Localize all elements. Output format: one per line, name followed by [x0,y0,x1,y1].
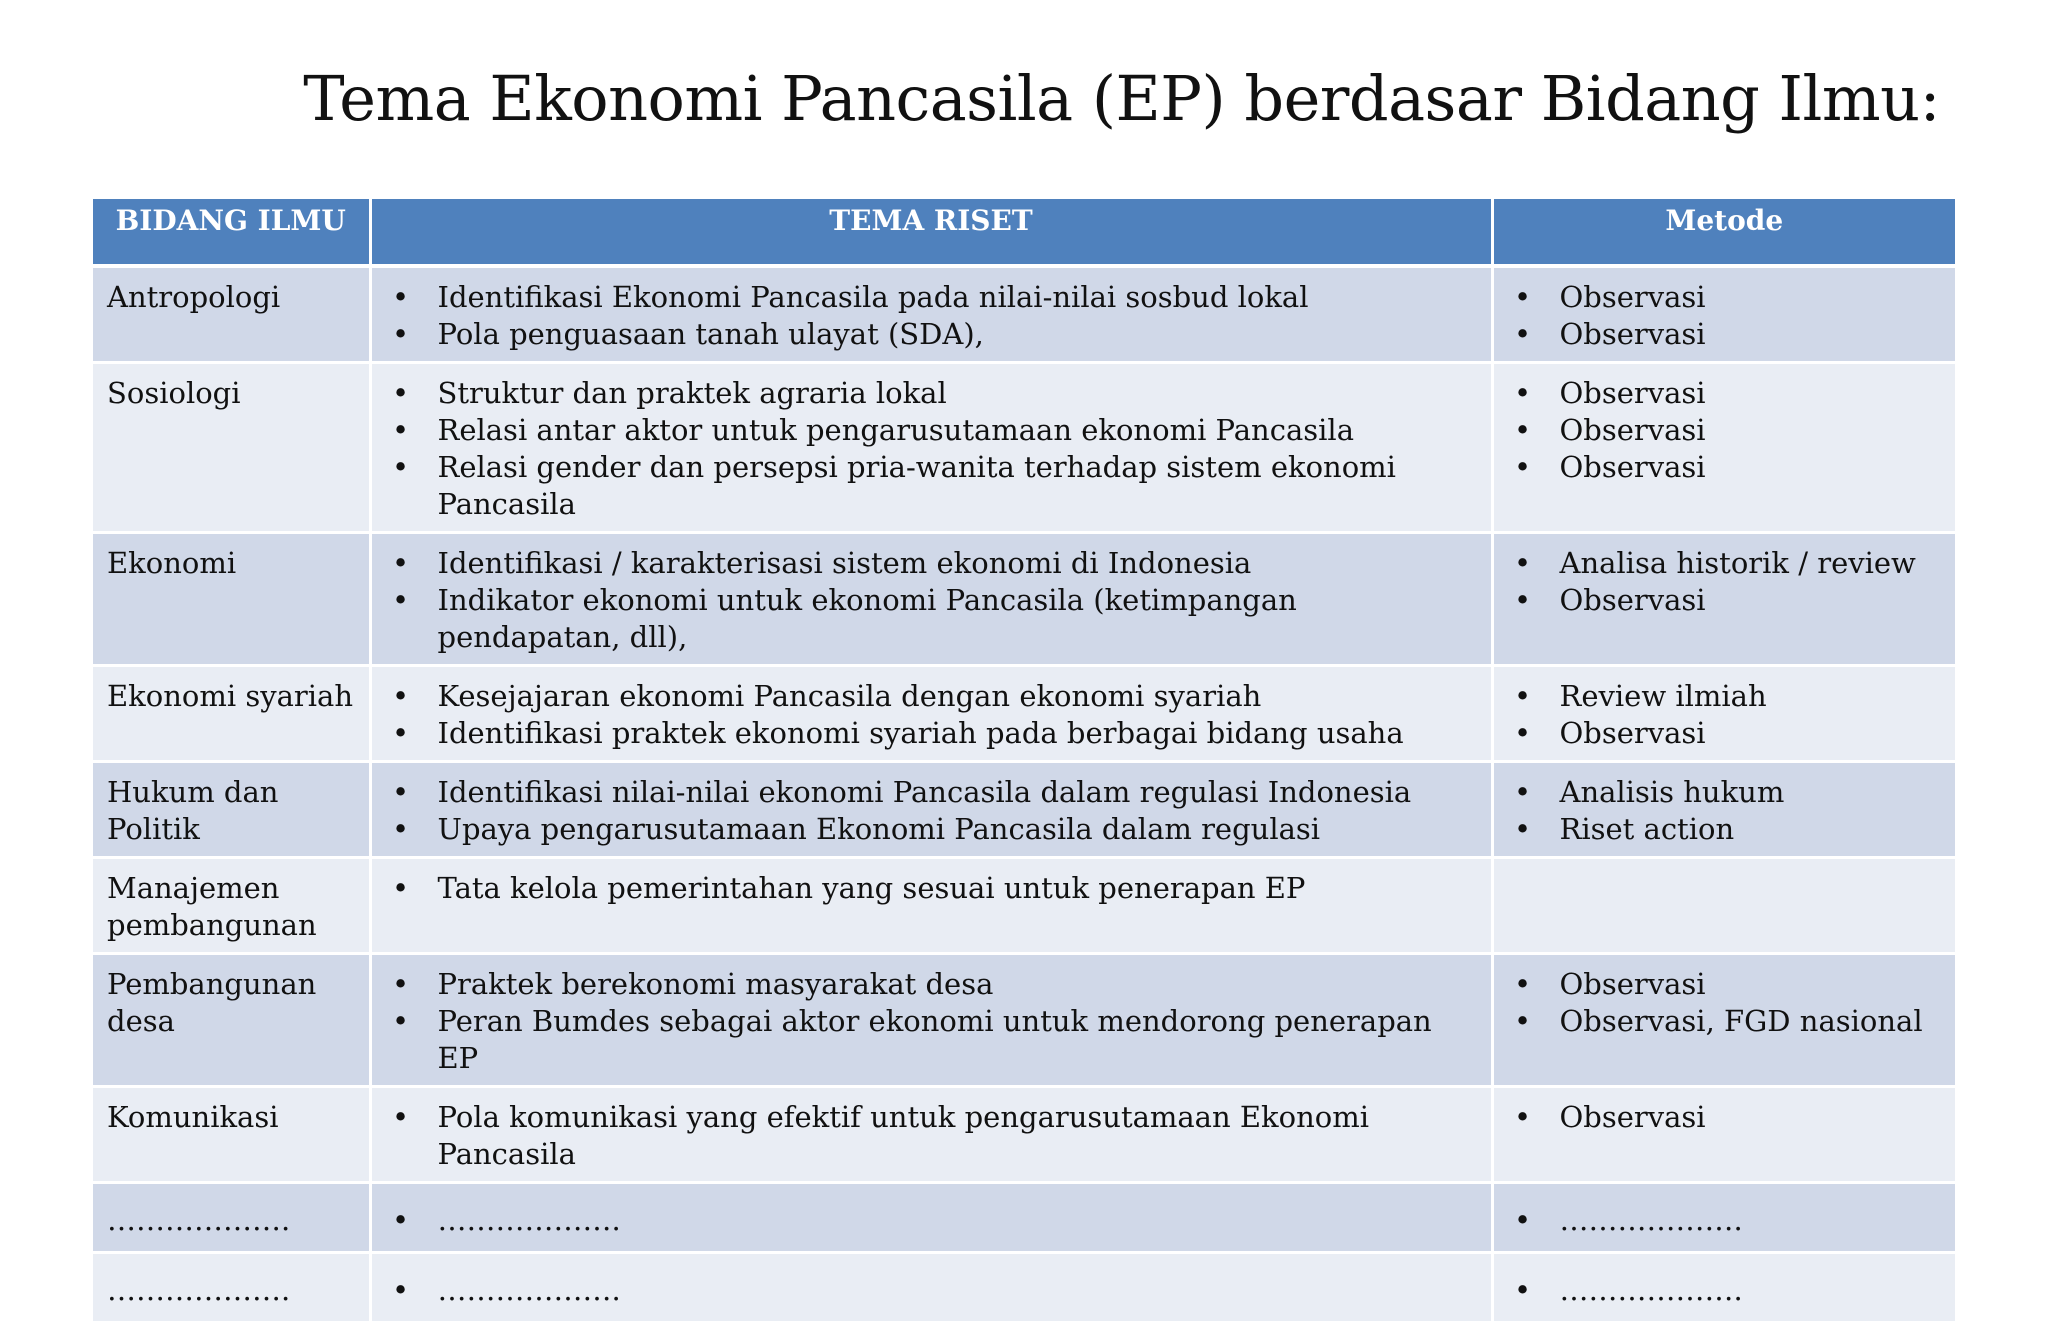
bullet-icon: • [1513,1273,1532,1307]
bullet-icon: • [1513,1203,1532,1237]
bidang-ilmu-cell: ………………. [93,1183,370,1253]
tema-riset-item [386,1202,1481,1239]
bullet-icon: • [1513,679,1532,713]
tema-riset-text: Identifikasi praktek ekonomi syariah pada berbagai bidang usaha [437,716,1404,750]
metode-item [1508,811,1946,848]
bullet-icon: • [391,1100,410,1134]
bullet-icon: • [391,450,410,484]
header-metode: Metode [1492,199,1955,266]
metode-cell [1492,954,1955,1087]
tema-riset-list [386,678,1481,752]
tema-riset-cell [370,1253,1492,1323]
header-bidang-ilmu: BIDANG ILMU [93,199,370,266]
bullet-icon: • [1513,716,1532,750]
metode-text: Observasi [1559,450,1706,484]
metode-list [1508,1099,1946,1136]
tema-riset-item [386,449,1481,523]
bullet-icon: • [391,376,410,410]
metode-item [1508,1272,1946,1309]
metode-list [1508,1202,1946,1239]
tema-riset-item [386,582,1481,656]
metode-item [1508,774,1946,811]
table-header-row [93,199,1955,266]
bullet-icon: • [1513,280,1532,314]
table-row [93,1087,1955,1183]
tema-riset-cell [370,954,1492,1087]
tema-riset-list [386,870,1481,907]
tema-riset-item [386,545,1481,582]
tema-riset-cell [370,533,1492,666]
metode-list [1508,774,1946,848]
tema-riset-list [386,774,1481,848]
metode-list [1508,678,1946,752]
bidang-ilmu-cell: ………………. [93,1253,370,1323]
tema-riset-text: Pola komunikasi yang efektif untuk pengarusutamaan Ekonomi Pancasila [437,1100,1369,1171]
metode-item [1508,279,1946,316]
table-row [93,858,1955,954]
bullet-icon: • [391,716,410,750]
table-row [93,954,1955,1087]
table-body [93,266,1955,1323]
tema-riset-text: Upaya pengarusutamaan Ekonomi Pancasila dalam regulasi [437,812,1321,846]
table-row [93,1183,1955,1253]
metode-cell [1492,533,1955,666]
bullet-icon: • [391,317,410,351]
metode-text: Observasi [1559,967,1706,1001]
metode-item [1508,715,1946,752]
bullet-icon: • [391,546,410,580]
metode-text: Observasi [1559,317,1706,351]
tema-riset-cell [370,858,1492,954]
bullet-icon: • [391,583,410,617]
bullet-icon: • [391,1004,410,1038]
tema-riset-text: Kesejajaran ekonomi Pancasila dengan ekonomi syariah [437,679,1262,713]
metode-text: ………………. [1559,1203,1743,1237]
metode-text: Analisa historik / review [1559,546,1916,580]
tema-riset-list [386,545,1481,656]
slide-title: Tema Ekonomi Pancasila (EP) berdasar Bidang Ilmu: [303,62,1940,135]
research-theme-table [93,199,1955,1324]
bidang-ilmu-cell: Manajemen pembangunan [93,858,370,954]
tema-riset-text: Struktur dan praktek agraria lokal [437,376,947,410]
metode-item [1508,375,1946,412]
research-theme-table-container [93,199,1955,1324]
tema-riset-item [386,678,1481,715]
table-row [93,363,1955,533]
tema-riset-text: Identifikasi nilai-nilai ekonomi Pancasila dalam regulasi Indonesia [437,775,1412,809]
tema-riset-item [386,715,1481,752]
tema-riset-cell [370,266,1492,363]
bullet-icon: • [1513,376,1532,410]
tema-riset-item [386,279,1481,316]
tema-riset-item [386,412,1481,449]
table-row [93,762,1955,858]
bidang-ilmu-cell: Ekonomi syariah [93,666,370,762]
metode-cell [1492,1183,1955,1253]
bidang-ilmu-cell: Ekonomi [93,533,370,666]
tema-riset-list [386,1099,1481,1173]
metode-item [1508,412,1946,449]
tema-riset-list [386,279,1481,353]
metode-text: Observasi [1559,376,1706,410]
bullet-icon: • [391,871,410,905]
table-row [93,533,1955,666]
tema-riset-text: Identifikasi Ekonomi Pancasila pada nilai-nilai sosbud lokal [437,280,1309,314]
metode-text: Riset action [1559,812,1735,846]
metode-item [1508,545,1946,582]
tema-riset-item [386,1003,1481,1077]
bullet-icon: • [391,1203,410,1237]
bullet-icon: • [1513,583,1532,617]
tema-riset-text: Peran Bumdes sebagai aktor ekonomi untuk mendorong penerapan EP [437,1004,1432,1075]
bidang-ilmu-cell: Antropologi [93,266,370,363]
metode-cell [1492,266,1955,363]
bullet-icon: • [391,967,410,1001]
metode-item [1508,449,1946,486]
tema-riset-item [386,774,1481,811]
metode-text: Observasi, FGD nasional [1559,1004,1923,1038]
metode-list [1508,375,1946,486]
bullet-icon: • [1513,1004,1532,1038]
metode-list [1508,1272,1946,1309]
bidang-ilmu-cell: Komunikasi [93,1087,370,1183]
metode-item [1508,316,1946,353]
tema-riset-item [386,375,1481,412]
metode-item [1508,678,1946,715]
metode-cell [1492,1253,1955,1323]
tema-riset-cell [370,666,1492,762]
metode-item [1508,1003,1946,1040]
bullet-icon: • [1513,812,1532,846]
bullet-icon: • [391,775,410,809]
metode-list [1508,966,1946,1040]
bullet-icon: • [1513,450,1532,484]
tema-riset-item [386,870,1481,907]
tema-riset-cell [370,1087,1492,1183]
table-row [93,666,1955,762]
tema-riset-text: ………………. [437,1273,621,1307]
tema-riset-list [386,1202,1481,1239]
tema-riset-cell [370,1183,1492,1253]
metode-item [1508,1202,1946,1239]
bullet-icon: • [1513,413,1532,447]
table-row [93,266,1955,363]
bullet-icon: • [1513,317,1532,351]
metode-text: Observasi [1559,1100,1706,1134]
metode-text: Observasi [1559,413,1706,447]
tema-riset-cell [370,363,1492,533]
table-row [93,1253,1955,1323]
tema-riset-item [386,966,1481,1003]
bullet-icon: • [391,679,410,713]
tema-riset-text: Indikator ekonomi untuk ekonomi Pancasila (ketimpangan pendapatan, dll), [437,583,1297,654]
bullet-icon: • [391,280,410,314]
metode-text: Review ilmiah [1559,679,1767,713]
bullet-icon: • [1513,546,1532,580]
metode-item [1508,1099,1946,1136]
metode-item [1508,966,1946,1003]
bullet-icon: • [1513,775,1532,809]
tema-riset-item [386,811,1481,848]
metode-text: ………………. [1559,1273,1743,1307]
tema-riset-list [386,1272,1481,1309]
bullet-icon: • [1513,1100,1532,1134]
tema-riset-text: Praktek berekonomi masyarakat desa [437,967,994,1001]
bullet-icon: • [391,812,410,846]
metode-list [1508,279,1946,353]
metode-cell [1492,363,1955,533]
tema-riset-text: Tata kelola pemerintahan yang sesuai untuk penerapan EP [437,871,1306,905]
bidang-ilmu-cell: Pembangunan desa [93,954,370,1087]
metode-text: Observasi [1559,280,1706,314]
tema-riset-text: Pola penguasaan tanah ulayat (SDA), [437,317,984,351]
metode-item [1508,582,1946,619]
tema-riset-item [386,1099,1481,1173]
metode-text: Observasi [1559,716,1706,750]
bidang-ilmu-cell: Sosiologi [93,363,370,533]
metode-text: Observasi [1559,583,1706,617]
tema-riset-text: Relasi gender dan persepsi pria-wanita terhadap sistem ekonomi Pancasila [437,450,1396,521]
tema-riset-cell [370,762,1492,858]
tema-riset-text: Relasi antar aktor untuk pengarusutamaan ekonomi Pancasila [437,413,1354,447]
tema-riset-item [386,1272,1481,1309]
metode-text: Analisis hukum [1559,775,1785,809]
tema-riset-text: ………………. [437,1203,621,1237]
bidang-ilmu-cell: Hukum dan Politik [93,762,370,858]
metode-list [1508,545,1946,619]
metode-cell [1492,858,1955,954]
metode-cell [1492,762,1955,858]
tema-riset-list [386,966,1481,1077]
metode-cell [1492,666,1955,762]
header-tema-riset: TEMA RISET [370,199,1492,266]
tema-riset-list [386,375,1481,523]
bullet-icon: • [1513,967,1532,1001]
tema-riset-text: Identifikasi / karakterisasi sistem ekonomi di Indonesia [437,546,1252,580]
tema-riset-item [386,316,1481,353]
metode-cell [1492,1087,1955,1183]
bullet-icon: • [391,413,410,447]
bullet-icon: • [391,1273,410,1307]
